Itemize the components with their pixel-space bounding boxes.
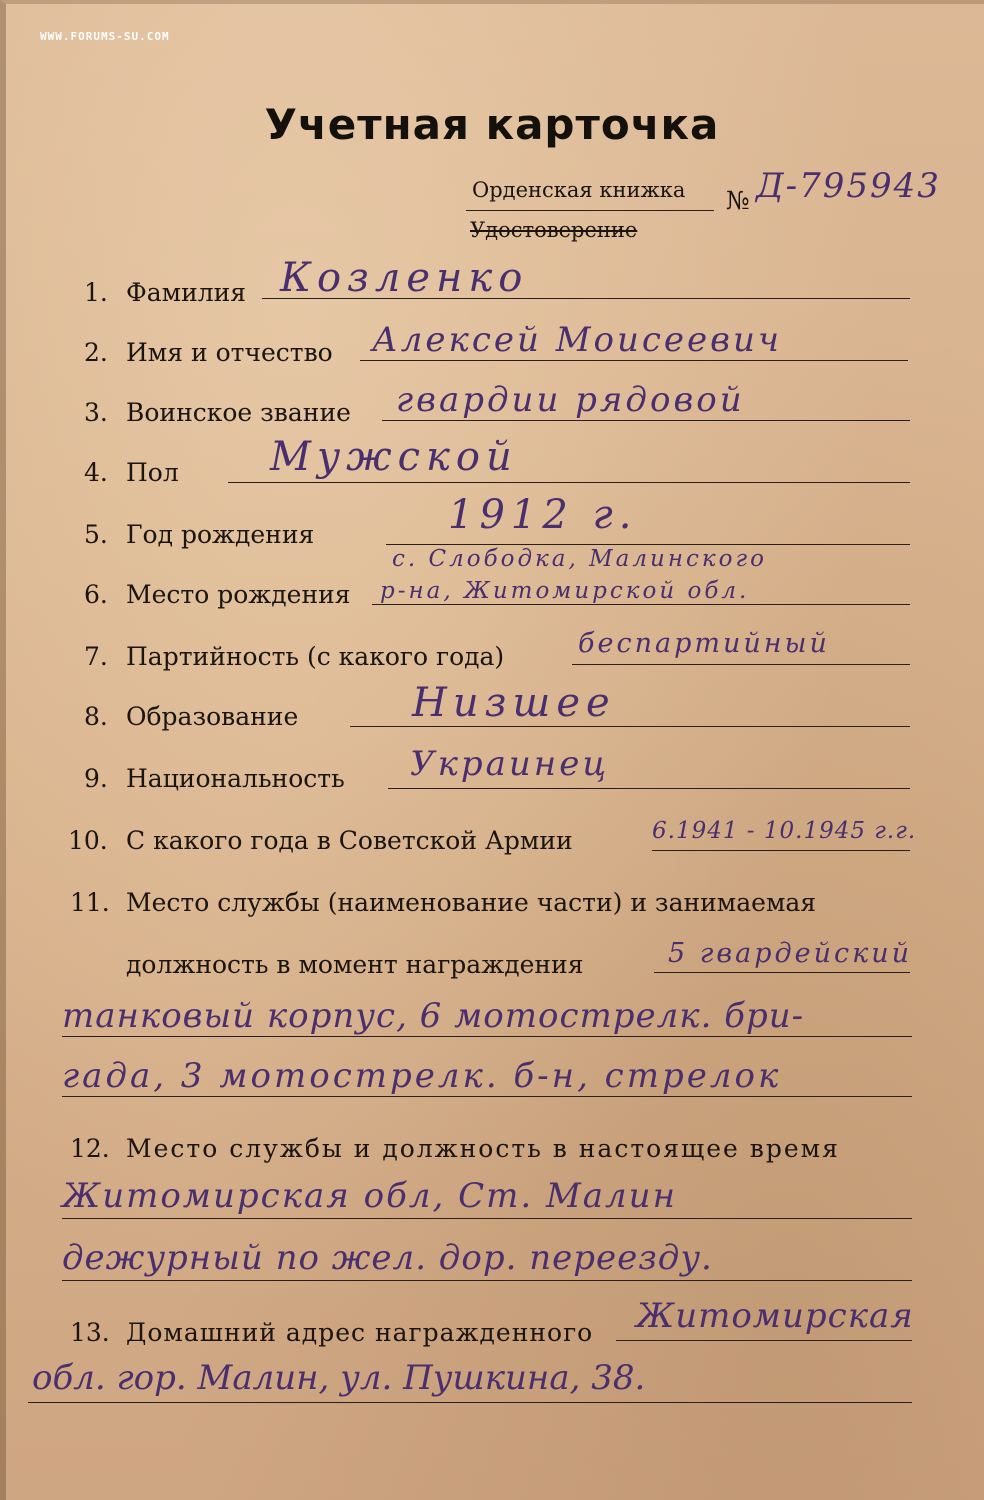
watermark: WWW.FORUMS-SU.COM [40, 30, 170, 43]
field-4-number: 4. [84, 458, 108, 487]
field-11-rule-1 [654, 972, 910, 973]
field-4-value: Мужской [270, 434, 518, 480]
order-book-rule [466, 210, 714, 211]
field-3-label: Воинское звание [126, 398, 351, 427]
field-4-rule [228, 482, 910, 483]
field-8-label: Образование [126, 702, 299, 731]
order-book-label: Орденская книжка [472, 178, 686, 202]
field-1-label: Фамилия [126, 278, 247, 307]
field-9-number: 9. [84, 764, 108, 793]
field-12-rule-1 [62, 1218, 912, 1219]
field-9-rule [388, 788, 910, 789]
field-6-value-line-2: р-на, Житомирской обл. [380, 578, 750, 604]
field-13-value-line-2: обл. гор. Малин, ул. Пушкина, 38. [32, 1358, 646, 1398]
field-1-number: 1. [84, 278, 108, 307]
field-3-value: гвардии рядовой [396, 380, 745, 420]
field-3-rule [382, 420, 910, 421]
field-13-label: Домашний адрес награжденного [126, 1318, 594, 1347]
field-11-value-line-2: танковый корпус, 6 мотострелк. бри- [62, 996, 805, 1036]
field-12-label: Место службы и должность в настоящее время [126, 1134, 840, 1163]
field-11-value-line-1: 5 гвардейский [668, 938, 913, 969]
field-1-value: Козленко [280, 255, 529, 301]
field-10-number: 10. [68, 826, 108, 855]
order-book-number: Д-795943 [756, 166, 941, 206]
field-2-value: Алексей Моисеевич [372, 320, 782, 360]
field-9-label: Национальность [126, 764, 345, 793]
certificate-label: Удостоверение [470, 218, 638, 242]
field-13-rule-2 [28, 1402, 912, 1403]
field-13-rule-1 [616, 1340, 912, 1341]
field-7-value: беспартийный [578, 628, 830, 659]
field-5-label: Год рождения [126, 520, 315, 549]
field-13-value-line-1: Житомирская [636, 1296, 914, 1336]
field-13-number: 13. [70, 1318, 110, 1347]
field-12-value-line-1: Житомирская обл, Ст. Малин [62, 1176, 677, 1216]
field-10-rule [652, 850, 910, 851]
field-5-number: 5. [84, 520, 108, 549]
field-11-label: Место службы (наименование части) и занимаемая [126, 888, 817, 917]
number-sign: № [726, 186, 750, 215]
field-8-rule [350, 726, 910, 727]
field-5-value: 1912 г. [448, 492, 638, 538]
field-7-rule [572, 664, 910, 665]
field-12-number: 12. [70, 1134, 110, 1163]
field-11-rule-2 [62, 1036, 912, 1037]
field-8-value: Низшее [412, 680, 616, 726]
field-12-rule-2 [62, 1280, 912, 1281]
field-7-number: 7. [84, 642, 108, 671]
field-8-number: 8. [84, 702, 108, 731]
field-6-number: 6. [84, 580, 108, 609]
field-2-rule [360, 360, 908, 361]
field-11-label-line-2: должность в момент награждения [126, 950, 584, 979]
field-3-number: 3. [84, 398, 108, 427]
field-9-value: Украинец [410, 744, 610, 784]
field-2-label: Имя и отчество [126, 338, 333, 367]
field-10-value: 6.1941 - 10.1945 г.г. [652, 818, 917, 844]
field-6-value-line-1: с. Слободка, Малинского [392, 546, 767, 572]
field-2-number: 2. [84, 338, 108, 367]
field-11-value-line-3: гада, 3 мотострелк. б-н, стрелок [62, 1056, 782, 1096]
field-6-label: Место рождения [126, 580, 351, 609]
field-7-label: Партийность (с какого года) [126, 642, 505, 671]
field-12-value-line-2: дежурный по жел. дор. переезду. [62, 1238, 713, 1278]
field-4-label: Пол [126, 458, 179, 487]
field-11-rule-3 [62, 1096, 912, 1097]
page-title: Учетная карточка [264, 100, 720, 149]
field-11-number: 11. [70, 888, 110, 917]
field-10-label: С какого года в Советской Армии [126, 826, 573, 855]
field-6-rule [372, 604, 910, 605]
field-5-rule [386, 544, 910, 545]
